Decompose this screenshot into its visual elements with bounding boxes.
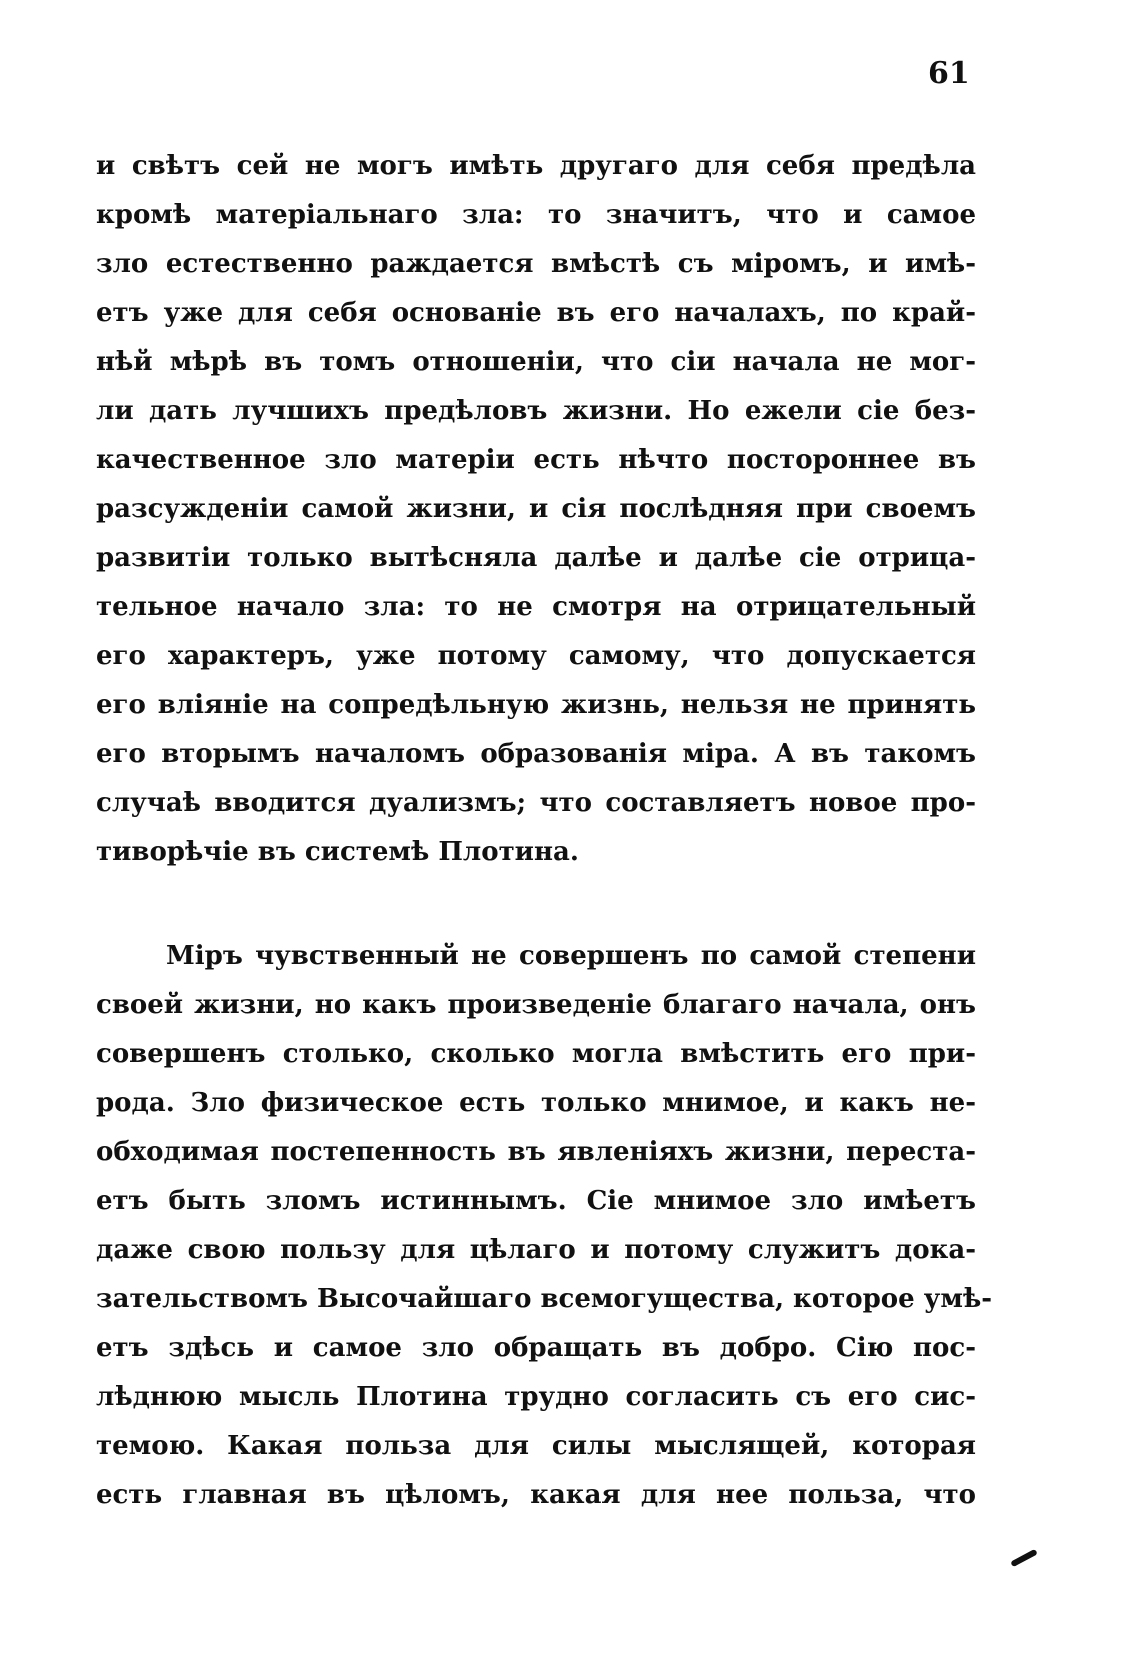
text-line: качественное зло матеріи есть нѣчто постороннее въ bbox=[96, 445, 976, 475]
text-line: своей жизни, но какъ произведеніе благаго начала, онъ bbox=[96, 990, 976, 1020]
text-line: обходимая постепенность въ явленіяхъ жизни, переста- bbox=[96, 1137, 976, 1167]
text-line: есть главная въ цѣломъ, какая для нее польза, что bbox=[96, 1480, 976, 1510]
text-line: совершенъ столько, сколько могла вмѣстить его при- bbox=[96, 1039, 976, 1069]
text-line: случаѣ вводится дуализмъ; что составляетъ новое про- bbox=[96, 788, 976, 818]
text-line: и свѣтъ сей не могъ имѣть другаго для себя предѣла bbox=[96, 151, 976, 181]
text-line: зательствомъ Высочайшаго всемогущества, которое умѣ- bbox=[96, 1284, 993, 1314]
text-line: нѣй мѣрѣ въ томъ отношеніи, что сіи начала не мог- bbox=[96, 347, 976, 377]
text-line: темою. Какая польза для силы мыслящей, которая bbox=[96, 1431, 976, 1461]
text-line: рода. Зло физическое есть только мнимое, и какъ не- bbox=[96, 1088, 976, 1118]
text-line: кромѣ матеріальнаго зла: то значитъ, что и самое bbox=[96, 200, 976, 230]
page-number: 61 bbox=[928, 56, 970, 91]
text-line: Міръ чувственный не совершенъ по самой степени bbox=[166, 941, 976, 971]
text-line: разсужденіи самой жизни, и сія послѣдняя при своемъ bbox=[96, 494, 976, 524]
text-line: даже свою пользу для цѣлаго и потому служитъ дока- bbox=[96, 1235, 976, 1265]
text-line: етъ здѣсь и самое зло обращать въ добро. Сію пос- bbox=[96, 1333, 976, 1363]
text-line: его характеръ, уже потому самому, что допускается bbox=[96, 641, 976, 671]
text-line: тельное начало зла: то не смотря на отрицательный bbox=[96, 592, 976, 622]
text-line: етъ уже для себя основаніе въ его началахъ, по край- bbox=[96, 298, 976, 328]
text-line: его вторымъ началомъ образованія міра. А въ такомъ bbox=[96, 739, 976, 769]
text-line: зло естественно раждается вмѣстѣ съ міромъ, и имѣ- bbox=[96, 249, 976, 279]
text-line: тиворѣчіе въ системѣ Плотина. bbox=[96, 837, 579, 867]
text-line: лѣднюю мысль Плотина трудно согласить съ его сис- bbox=[96, 1382, 976, 1412]
paragraph-2 bbox=[96, 932, 993, 1520]
text-line: его вліяніе на сопредѣльную жизнь, нельзя не принять bbox=[96, 690, 976, 720]
text-line: ли дать лучшихъ предѣловъ жизни. Но ежели сіе без- bbox=[96, 396, 976, 426]
text-line: етъ быть зломъ истиннымъ. Сіе мнимое зло имѣетъ bbox=[96, 1186, 976, 1216]
text-line: развитіи только вытѣсняла далѣе и далѣе сіе отрица- bbox=[96, 543, 976, 573]
ink-mark bbox=[1010, 1549, 1038, 1567]
paragraph-1 bbox=[96, 142, 976, 877]
